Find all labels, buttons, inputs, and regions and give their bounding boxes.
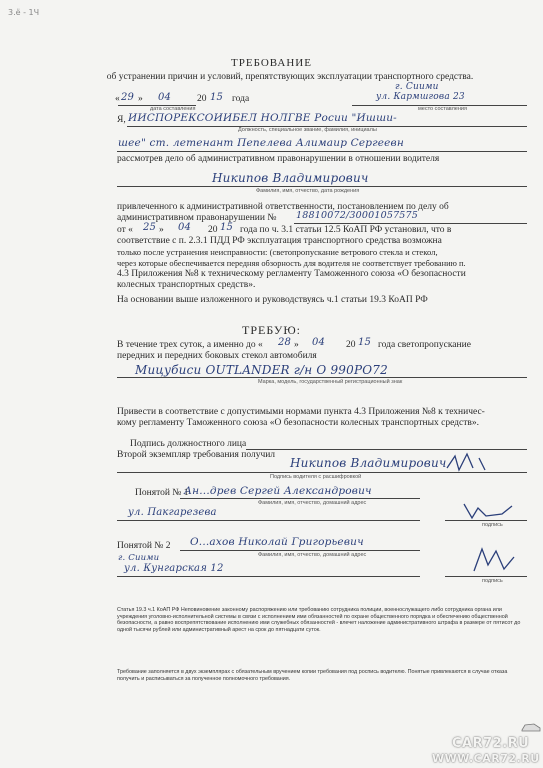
caption-place: место составления	[418, 106, 467, 112]
corner-mark: 3.ё - 1Ч	[8, 8, 40, 17]
date-close: »	[138, 94, 143, 104]
witness-1-signature	[462, 500, 517, 522]
date-year: 15	[210, 92, 224, 103]
witness-1-name: Ан...древ Сергей Александрович	[184, 485, 372, 497]
caption-witness-2: Фамилия, имя, отчество, домашний адрес	[258, 552, 367, 558]
demand-title: ТРЕБУЮ:	[242, 323, 301, 337]
body-3-ot: от «	[117, 225, 133, 235]
case-number: 18810072/30001057575	[296, 210, 419, 221]
witness-2-city: г. Сиими	[118, 553, 160, 563]
body-line-1: привлеченного к административной ответственности, постановлением по делу об	[117, 202, 449, 212]
sign-official-label: Подпись должностного лица	[130, 439, 247, 449]
term-month: 04	[312, 337, 326, 348]
body-3-year: 15	[220, 222, 234, 233]
term-year: 15	[358, 337, 372, 348]
body-line-7: 4.3 Приложения №8 к техническому регламенту Таможенного союза «О безопасности	[117, 269, 466, 279]
body-line-8: колесных транспортных средств».	[117, 280, 256, 290]
caption-witness-1: Фамилия, имя, отчество, домашний адрес	[258, 500, 367, 506]
recipient-signature-mark	[445, 452, 505, 474]
witness-1-address: ул. Пакгарезева	[128, 507, 217, 518]
date-open: «	[115, 94, 120, 104]
body-3-rest: года по ч. 3.1 статьи 12.5 КоАП РФ установил, что в	[240, 225, 452, 235]
body-line-4: соответствие с п. 2.3.1 ПДД РФ эксплуатация транспортного средства возможна	[117, 236, 442, 246]
bring-line-1: Привести в соответствие с допустимыми нормами пункта 4.3 Приложения №8 к техничес-	[117, 407, 485, 417]
witness-1-label: Понятой № 1	[135, 488, 189, 498]
body-line-2: административном правонарушении №	[117, 213, 277, 223]
place-handwritten-1: г. Сиими	[395, 82, 439, 92]
term-rest: года светопропускание	[378, 340, 471, 350]
watermark-car-icon	[520, 720, 542, 734]
witness-2-name: О...ахов Николай Григорьевич	[190, 536, 364, 548]
body-3-day: 25	[143, 222, 157, 233]
caption-vehicle: Марка, модель, государственный регистрационный знак	[258, 379, 403, 385]
footnote-text: Требование заполняется в двух экземплярах с обязательным вручением копии требования под роспись водителю. Понятые привлекаются в случае отказа получить и расписываться за полученное полномочного требования.	[117, 669, 508, 682]
witness-2-label: Понятой № 2	[117, 541, 171, 551]
caption-signature-1: подпись	[482, 522, 503, 528]
caption-date: дата составления	[150, 106, 196, 112]
date-month: 04	[158, 92, 172, 103]
document-subtitle: об устранении причин и условий, препятствующих эксплуатации транспортного средства.	[106, 72, 474, 82]
law-text: Статья 19.3 ч.1 КоАП РФ Неповиновение законному распоряжению или требованию сотрудника полиции, военнослужащего либо сотрудника органа или учреждения уголовно-исполнительной системы в связи с исполнением ими обязанностей по охране общественного порядка и обеспечению общественной безопасности, а равно воспрепятствование исполнению ими служебных обязанностей - влечет наложение административного штрафа в размере от пятисот до одной тысячи рублей или административный арест на срок до пятнадцати суток.	[117, 607, 521, 633]
term-prefix: В течение трех суток, а именно до «	[117, 340, 263, 350]
place-handwritten-2: ул. Кармшгова 23	[376, 92, 465, 102]
document-title: ТРЕБОВАНИЕ	[231, 57, 312, 69]
reviewed-text: рассмотрев дело об административном правонарушении в отношении водителя	[117, 154, 440, 164]
ya-label: Я,	[117, 115, 126, 125]
bring-line-2: кому регламенту Таможенного союза «О безопасности колесных транспортных средств».	[117, 418, 479, 428]
watermark-secondary: WWW.CAR72.RU	[432, 752, 540, 765]
second-copy-label: Второй экземпляр требования получил	[117, 450, 276, 460]
watermark-primary: CAR72.RU	[452, 736, 530, 751]
term-yearpre: 20	[346, 340, 356, 350]
body-line-9: На основании выше изложенного и руководствуясь ч.1 статьи 19.3 КоАП РФ	[117, 295, 428, 305]
officer-line-1: ИИСПОРЕКСОИИБЕЛ НОЛГВЕ Росии "Ишши-	[128, 112, 397, 124]
recipient-name: Никипов Владимирович	[290, 456, 447, 470]
caption-driver: Фамилия, имя, отчество, дата рождения	[256, 188, 360, 194]
officer-line-2: шее" ст. летенант Пепелева Алимаир Сергеевн	[118, 137, 404, 149]
witness-2-signature	[470, 545, 520, 575]
witness-2-address: ул. Кунгарская 12	[124, 563, 224, 574]
body-line-5: только после устранения неисправности: (светопропускание ветрового стекла и стекол,	[117, 247, 438, 257]
driver-name: Никипов Владимирович	[212, 171, 369, 185]
term-day: 28	[278, 337, 292, 348]
date-word: года	[232, 94, 250, 104]
caption-signature-2: подпись	[482, 578, 503, 584]
term-line-2: передних и передних боковых стекол автомобиля	[117, 351, 317, 361]
vehicle-handwritten: Мицубиси OUTLANDER г/н О 990РО72	[135, 363, 388, 377]
body-3-yearpre: 20	[208, 225, 218, 235]
body-line-6: через которые обеспечивается передняя обзорность для водителя не соответствует требованию п.	[117, 259, 466, 268]
body-3-month: 04	[178, 222, 192, 233]
date-year-prefix: 20	[197, 94, 207, 104]
date-day: 29	[121, 92, 135, 103]
caption-recipient: Подпись водителя с расшифровкой	[270, 474, 362, 480]
caption-officer: Должность, специальное звание, фамилия, инициалы	[238, 127, 377, 133]
